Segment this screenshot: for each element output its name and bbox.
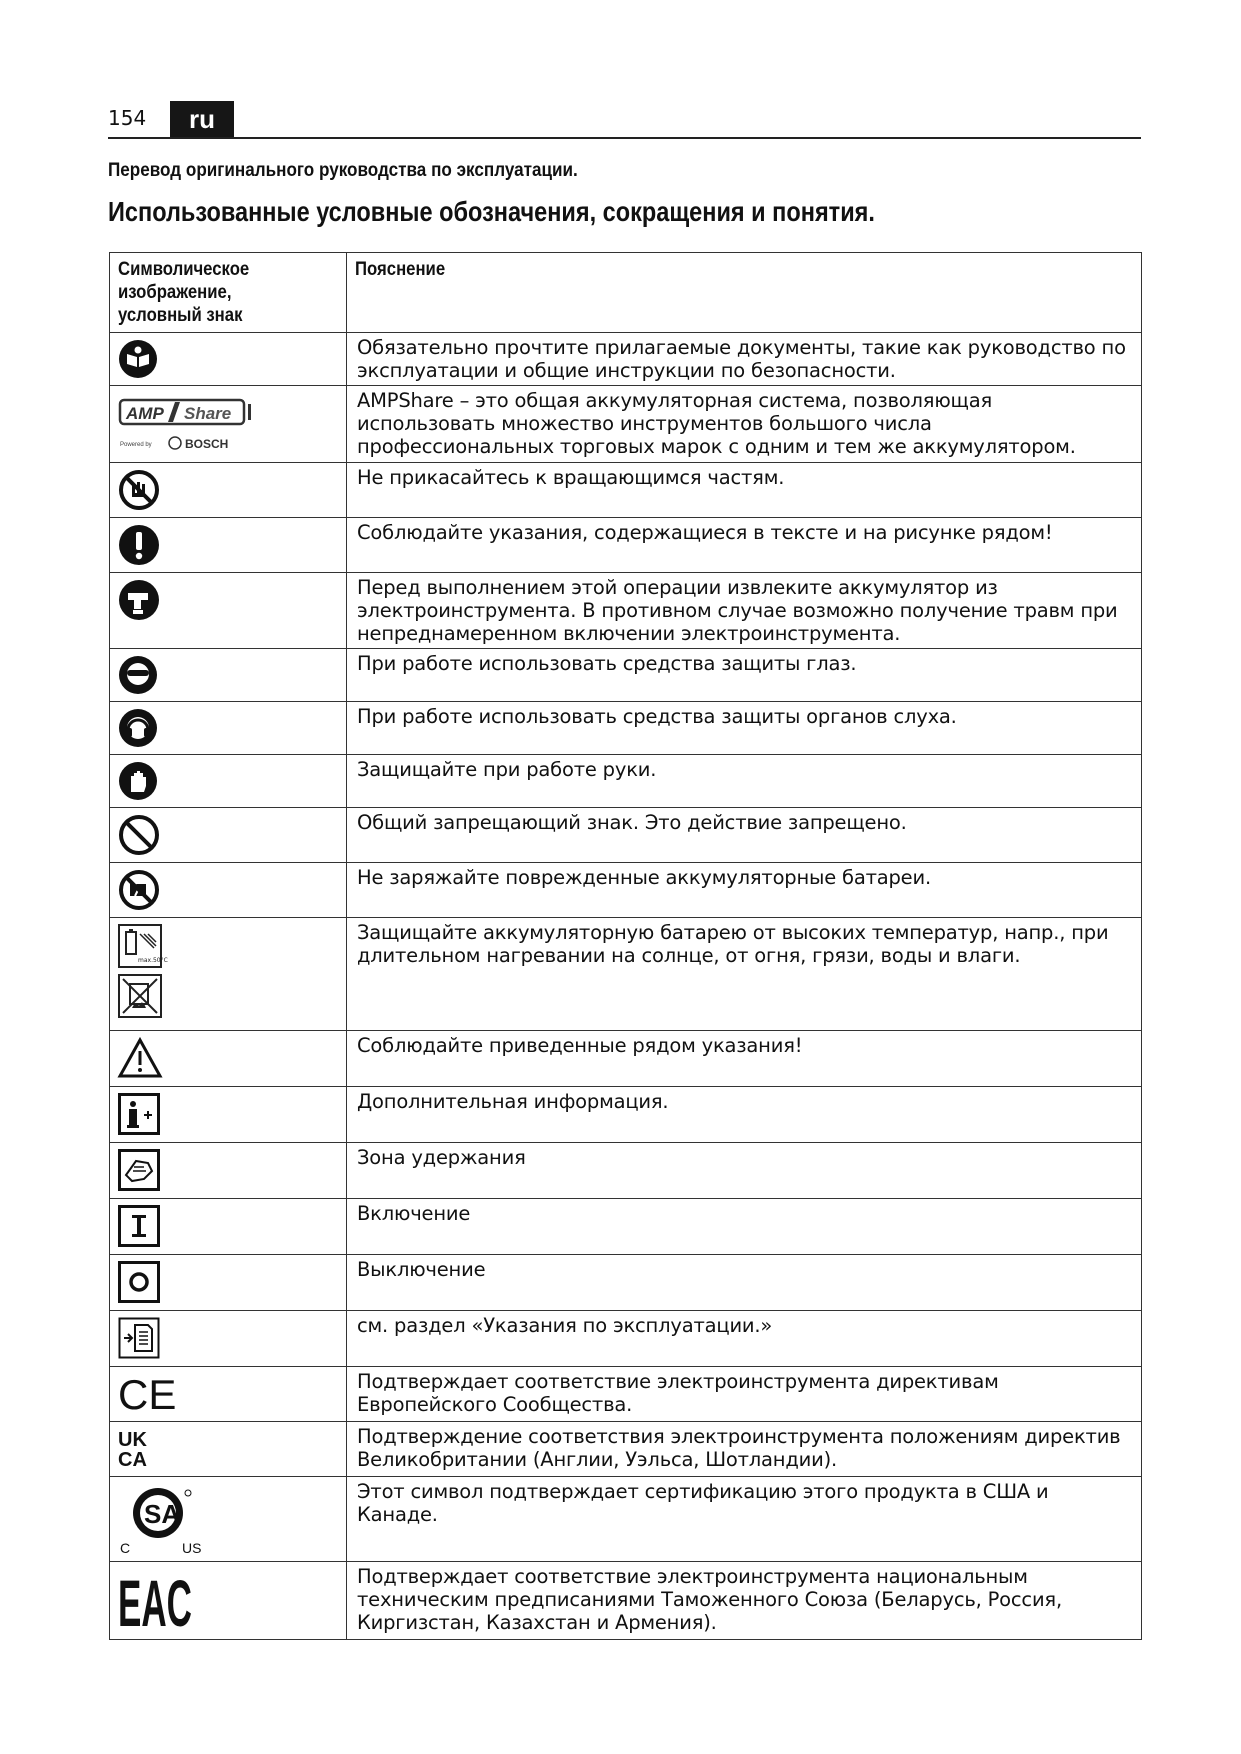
row-text: Защищайте аккумуляторную батарею от высоких температур, напр., при длительном нагревании на солнце, от огня, грязи, воды и влаги. [347,918,1142,1031]
table-row [110,863,1142,918]
row-text: Этот символ подтверждает сертификацию этого продукта в США и Канаде. [347,1477,1142,1562]
row-text: Подтверждает соответствие электроинструмента директивам Европейского Сообщества. [347,1367,1142,1422]
ampshare-logo [118,392,258,454]
remove-battery-icon [118,579,160,621]
language-tab: ru [170,101,234,137]
table-row [110,1087,1142,1143]
row-text: При работе использовать средства защиты глаз. [347,649,1142,702]
table-row [110,386,1142,463]
document-subtitle: Перевод оригинального руководства по эксплуатации. [108,160,578,181]
row-text: Подтверждение соответствия электроинструмента положениям директив Великобритании (Англии, Уэльса, Шотландии). [347,1422,1142,1477]
table-row [110,573,1142,649]
max-temp-text: max.50°C [138,957,168,964]
col-symbol-header [110,253,347,333]
powered-by-text: Powered by [120,442,152,448]
csa-us-text: US [182,1540,202,1556]
row-text: AMPShare – это общая аккумуляторная система, позволяющая использовать множество инструментов большого числа профессиональных торговых марок с одним и тем же аккумулятором. [347,386,1142,463]
eac-mark-icon [118,1566,194,1640]
warning-triangle-icon [118,1037,162,1079]
ce-mark-icon [118,1371,177,1418]
table-row [110,649,1142,702]
page-title: Использованные условные обозначения, сокращения и понятия. [108,196,875,227]
prohibition-icon [118,814,160,856]
table-row [110,1031,1142,1087]
ear-protection-icon [118,708,158,748]
row-text: Не прикасайтесь к вращающимся частям. [347,463,1142,518]
power-off-icon [118,1261,160,1303]
power-on-icon [118,1205,160,1247]
row-text: Дополнительная информация. [347,1087,1142,1143]
row-text: Зона удержания [347,1143,1142,1199]
col-symbol-header-text: Символическое изображение, условный знак [118,259,250,326]
ca-text: CA [118,1449,147,1471]
table-row [110,333,1142,386]
row-text: Включение [347,1199,1142,1255]
table-row [110,463,1142,518]
table-row [110,1255,1142,1311]
table-row [110,1477,1142,1562]
no-touch-rotating-icon [118,469,160,511]
table-row [110,808,1142,863]
csa-text: SA [144,1499,181,1529]
table-row [110,1422,1142,1477]
row-text: Подтверждает соответствие электроинструмента национальным техническим предписаниями Таможенного Союза (Беларусь, Россия, Киргизстан, Казахстан и Армения). [347,1562,1142,1640]
uk-text: UK [118,1429,147,1451]
row-text: При работе использовать средства защиты органов слуха. [347,702,1142,755]
csa-mark-icon [118,1479,208,1555]
symbols-table [109,252,1142,1640]
table-row [110,1562,1142,1640]
see-section-icon [118,1317,160,1359]
read-manual-icon [118,339,158,379]
table-row [110,518,1142,573]
csa-c-text: C [120,1540,131,1556]
row-text: Не заряжайте поврежденные аккумуляторные батареи. [347,863,1142,918]
amp-text: AMP [126,404,164,423]
gloves-icon [118,761,158,801]
table-row [110,702,1142,755]
row-text: Соблюдайте приведенные рядом указания! [347,1031,1142,1087]
battery-temperature-icon [118,924,168,968]
table-row [110,1311,1142,1367]
row-text: Защищайте при работе руки. [347,755,1142,808]
grip-zone-icon [118,1149,160,1191]
ce-text: CE [118,1371,177,1418]
table-header-row [110,253,1142,333]
row-text: см. раздел «Указания по эксплуатации.» [347,1311,1142,1367]
col-explanation-header [347,253,1142,333]
table-row [110,1199,1142,1255]
row-text: Перед выполнением этой операции извлеките аккумулятор из электроинструмента. В противном случае возможно получение травм при непреднамеренном включении электроинструмента. [347,573,1142,649]
row-text: Общий запрещающий знак. Это действие запрещено. [347,808,1142,863]
battery-heat-icon [118,924,338,1018]
row-text: Обязательно прочтите прилагаемые документы, такие как руководство по эксплуатации и общие инструкции по безопасности. [347,333,1142,386]
row-text: Соблюдайте указания, содержащиеся в тексте и на рисунке рядом! [347,518,1142,573]
table-row [110,1367,1142,1422]
info-icon [118,1093,160,1135]
bosch-text: BOSCH [185,437,229,451]
eac-text: EAC [118,1566,192,1640]
table-row [110,918,1142,1031]
header-rule [108,137,1141,139]
page-number: 154 [108,106,147,130]
no-charge-damaged-battery-icon [118,869,160,911]
ukca-mark-icon [118,1428,158,1470]
row-text: Выключение [347,1255,1142,1311]
share-text: Share [184,404,232,423]
table-row [110,755,1142,808]
col-explanation-header-text: Пояснение [355,259,446,280]
exclamation-icon [118,524,160,566]
battery-fire-water-icon [118,974,162,1018]
table-row [110,1143,1142,1199]
eye-protection-icon [118,655,158,695]
